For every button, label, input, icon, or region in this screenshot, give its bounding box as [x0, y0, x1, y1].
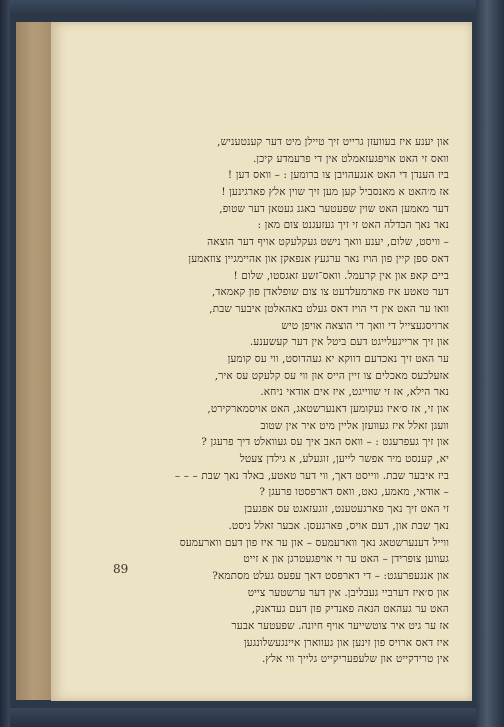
text-line: נאך שבת און, דעם אויס, פארגעסן. אבער זאלל ניסט. [228, 519, 449, 532]
text-line: און זי, אז ס׳איז געקומען דאנערשטאג, האט אויסמארקירט, [207, 403, 449, 415]
page-text-block [113, 134, 449, 668]
text-line: און זיך ארייגעלייגט דעם ביטל אין דער קעשענע. [249, 336, 449, 349]
text-line: דער טאטע איז פארמעלדעט צו צום שופלאדן פון קאמאד, [211, 286, 449, 299]
text-line: – וויסט, שלום, יענע וואך נישט געקלעקט אויף דער הוצאה [207, 236, 449, 249]
book-cover-edge-bottom [10, 708, 476, 727]
text-line: און יענע איז בעוועזן גרייט זיך טיילן מיט דער קענטעניש, [217, 136, 449, 148]
book-gutter [16, 22, 51, 700]
text-line: ביז הענדן די האט אנגעהויבן צו ברומען : – וואס דען ! [227, 169, 449, 182]
text-line: נאר הילא, אז זי שווייגט, איז אים אודאי ניחא. [260, 386, 449, 399]
text-line: אין טרידקייט און שלעפעריקייט גלייך ווי אלץ. [261, 653, 449, 666]
text-line: ארויסגעצייל די וואך די הוצאה אויפן טיש [281, 319, 449, 332]
book-cover-edge-top [10, 0, 476, 14]
text-line: – אודאי, מאמע, גאט, וואס דארפסטו פרעגן ? [259, 486, 449, 499]
text-line: ביז איבער שבת. ווייסט דאך, ווי דער טאטע, באלד נאך שבת – – – [174, 469, 449, 482]
text-line: יא, קענסט מיר אפשר לייען, זוגעלע, א גילדן צעטל [239, 453, 449, 466]
text-line: און ס׳איז דערביי געבליבן. אין דער ערשטער צייט [247, 586, 449, 599]
text-line: נאר נאך הבדלה האט זי זיך געזעגנט צום מאן : [257, 219, 449, 232]
page-number: 89 [113, 562, 129, 576]
text-line: וועגן זאלל איז געוועזן אליין מיט איר אין שטוב [260, 419, 449, 432]
text-line: זי האט זיך נאך פארגעטענט, זוגעזאגט עס אפגעבן [244, 503, 449, 516]
text-line: אז ער גיט איר צוטשייער אויף חיונה. שפעטער אבער [231, 619, 449, 632]
text-line: און אנגעפרעגט: – די דארפסט דאך עפעס געלט מסתמא? [212, 569, 449, 582]
text-line: אז מ׳האט א מאנסביל קען מען זיך שוין אלץ פארגינען ! [221, 186, 449, 199]
text-line: געווען צופרידן – האט ער זי אויפגעטרגן און א זייט [243, 553, 449, 566]
text-line: ער האט זיך נאכדעם דווקא יא געהדוסט, ווי עס קומען [227, 352, 449, 365]
text-line: דאס ספן קיין פון הויז נאר ערגעץ אנפאקן און אהיימגיין צוזאמען [188, 252, 449, 265]
text-line: און זיך געפרעגט : – וואס האב איך עס געוואלט דיך פרעגן ? [201, 436, 449, 449]
text-line: דער מאמען האט שוין שפעטער באגנ געטאן דער שטופ, [219, 202, 449, 215]
text-line: וואס זי האט אויפגעזאמלט אין די פרעמדע קיכן. [252, 152, 449, 165]
book-cover-edge-left [0, 0, 10, 727]
text-line: ביים קאפ און אין קרעמל. וואס־זשע זאגסטו, שלום ! [233, 269, 449, 282]
text-line: איז דאס ארויס פון זינען און געווארן איינגעשלונגען [243, 636, 449, 649]
text-line: וואו ער האט אין די הויז דאס געלט באהאלטן איבער שבת, [209, 302, 449, 315]
book-cover-edge-right [476, 0, 504, 727]
text-line: אזעלכעס מאכלים צו זיין הייס און ווי עס קלעקט עס איר, [214, 369, 449, 382]
text-line: ווייל דענערשטאג נאך ווארעמעס – און ער איז פון דעם ווארעמעס [179, 536, 449, 549]
book-page [51, 22, 472, 701]
text-line: האט ער געהאט הנאה פאנדיק פון דעם געדאנק, [251, 603, 449, 616]
